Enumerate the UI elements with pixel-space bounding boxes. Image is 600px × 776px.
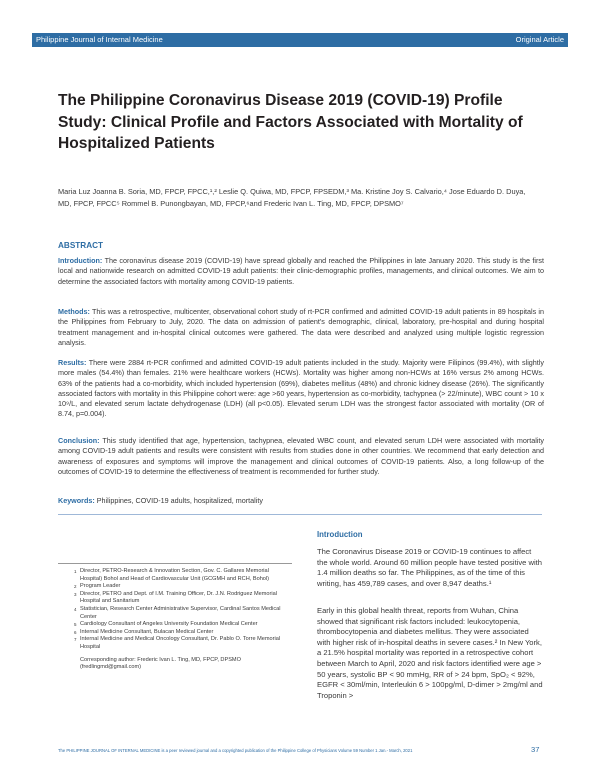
footnote-number: 2 xyxy=(74,584,77,590)
footnote xyxy=(58,629,292,637)
journal-name: Philippine Journal of Internal Medicine xyxy=(36,35,163,44)
abstract-introduction-text: The coronavirus disease 2019 (COVID-19) have spread globally and reached the Philippines in late January 2020. This study is the first local and nationwide research on admitted COVID-19 adult patients: their clinic-demographic profiles, managements, and clinical outcomes. We aim to determine the associated factors with mortality among COVID-19 patients. xyxy=(58,256,544,286)
footnote xyxy=(58,591,292,606)
footnote-text: Program Leader xyxy=(80,583,121,590)
footnote-number: 6 xyxy=(74,629,77,635)
footnote-text: Statistician, Research Center Administrative Supervisor, Cardinal Santos Medical Center xyxy=(80,605,281,620)
page-footer: The PHILIPPINE JOURNAL OF INTERNAL MEDICINE is a peer reviewed journal and a copyrighted publication of the Philippine College of Physicians Volume 59 Number 1 Jan.- March, 2021 xyxy=(58,748,413,753)
footnote-number: 1 xyxy=(74,569,77,574)
footnote xyxy=(58,636,292,651)
footnote xyxy=(58,606,292,621)
abstract-results xyxy=(58,358,544,420)
abstract-conclusion-label: Conclusion: xyxy=(58,436,100,445)
footnote-number: 5 xyxy=(74,622,77,628)
introduction-paragraph-2: Early in this global health threat, reports from Wuhan, China showed that significant risk factors included: leukocytopenia, thrombocytopenia and diabetes mellitus. They were associated with higher risk of in-hospital deaths in severe cases.² In New York, a 21.5% hospital mortality was reported in a retrospective cohort between March to April, 2020 and risk factors identified were age > 50 years, systolic BP < 90 mmHg, RR of > 24 bpm, SpO₂ < 92%, EGFR < 30ml/min, Interleukin 6 > 100pg/ml, D-dimer > 2mg/ml and Troponin > xyxy=(317,606,543,700)
abstract-keywords xyxy=(58,496,544,506)
abstract-introduction xyxy=(58,256,544,287)
footnote-text: Director, PETRO-Research & Innovation Section, Gov. C. Gallares Memorial Hospital) Bohol and Head of Cardiovascular Unit (GCGMH and RCH, Bohol) xyxy=(80,568,270,582)
abstract-results-label: Results: xyxy=(58,358,87,367)
affiliation-footnotes xyxy=(58,563,292,672)
footnote xyxy=(58,568,292,583)
abstract-methods-label: Methods: xyxy=(58,307,90,316)
corresponding-author: Corresponding author: Frederic Ivan L. Ting, MD, FPCP, DPSMO (fredlingmd@gmail.com) xyxy=(80,656,241,671)
footnote-text: Internal Medicine and Medical Oncology Consultant, Dr. Pablo O. Torre Memorial Hospital xyxy=(80,636,281,650)
abstract-results-text: There were 2884 rt-PCR confirmed and admitted COVID-19 adult patients included in the study. Majority were Filipinos (99.4%), with slightly more males (54.4%) than females. 21% were healthcare workers (HCWs). Mortality was higher among non-HCWs at 16% versus 2% among HCWs. 63% of the patients had a co-morbidity, which included hypertension (69%), diabetes mellitus (48%) and chronic kidney disease (26%). The significantly associated factors with mortality in this Philippine cohort were: age >60 years, hypertension as co-morbidity, tachypnea (> 22/minute), WBC count > 10 x 10⁹/L, and elevated serum lactate dehydrogenase (LDH) (all p<0.05). Elevated serum LDH was the strongest factor associated with mortality (OR of 8.74, p=0.004). xyxy=(58,358,544,419)
footnote xyxy=(58,583,292,591)
author-list: Maria Luz Joanna B. Soria, MD, FPCP, FPCC,¹,² Leslie Q. Quiwa, MD, FPCP, FPSEDM,³ Ma. Kristine Joy S. Calvario,⁴ Jose Eduardo D. Duya, MD, FPCP, FPCC⁵ Rommel B. Punongbayan, MD, FPCP,⁶and Frederic Ivan L. Ting, MD, FPCP, DPSMO⁷ xyxy=(58,187,526,208)
footnote-text: Cardiology Consultant of Angeles University Foundation Medical Center xyxy=(80,621,258,628)
abstract-introduction-label: Introduction: xyxy=(58,256,103,265)
footnote xyxy=(58,621,292,629)
abstract-conclusion xyxy=(58,436,544,477)
footnote-number: 3 xyxy=(74,591,77,597)
abstract-divider xyxy=(58,514,542,515)
abstract-methods-text: This was a retrospective, multicenter, observational cohort study of rt-PCR confirmed and admitted COVID-19 adult patients in 89 hospitals in the Philippines from February to July, 2020. The data on admission of patient's demographic, clinical, laboratory, pre-hospital and during hospital treatment management and in-hospital clinical outcomes were gathered. The data were described and analyzed using multiple logistic regression analysis. xyxy=(58,307,544,347)
article-title: The Philippine Coronavirus Disease 2019 (COVID-19) Profile Study: Clinical Profile and Factors Associated with Mortality of Hospitalized Patients xyxy=(58,92,523,152)
page-number: 37 xyxy=(531,745,540,754)
footnote-number: 7 xyxy=(74,637,77,643)
footnote-number: 4 xyxy=(74,606,77,612)
abstract-heading: ABSTRACT xyxy=(58,241,104,250)
abstract-keywords-label: Keywords: xyxy=(58,496,95,505)
journal-header-bar xyxy=(32,33,568,47)
abstract-conclusion-text: This study identified that age, hypertension, tachypnea, elevated WBC count, and elevated serum LDH were associated with mortality among COVID-19 adult patients and results were consistent with results from studies done in other countries. We recommend that early detection and awareness of exposures and symptoms will improve the management and clinical outcomes of COVID-19 patients. Also, a long follow-up of the outcomes of COVID-19 to determine the effectiveness of treatment is recommended for further study. xyxy=(58,436,544,476)
introduction-heading: Introduction xyxy=(317,530,363,539)
abstract-keywords-text: Philippines, COVID-19 adults, hospitalized, mortality xyxy=(94,496,263,505)
abstract-methods xyxy=(58,307,544,348)
footnote-text: Director, PETRO and Dept. of I.M. Training Officer, Dr. J.N. Rodriguez Memorial Hospital and Sanitarium xyxy=(80,590,277,605)
introduction-paragraph-1: The Coronavirus Disease 2019 or COVID-19 continues to affect the whole world. Around 60 million people have tested positive with 1.4 million deaths so far. The Philippines, as of the time of this writing, has 459,789 cases, and over 8,947 deaths.¹ xyxy=(317,547,542,588)
footnote-text: Internal Medicine Consultant, Bulacan Medical Center xyxy=(80,628,214,635)
article-type: Original Article xyxy=(515,35,564,44)
